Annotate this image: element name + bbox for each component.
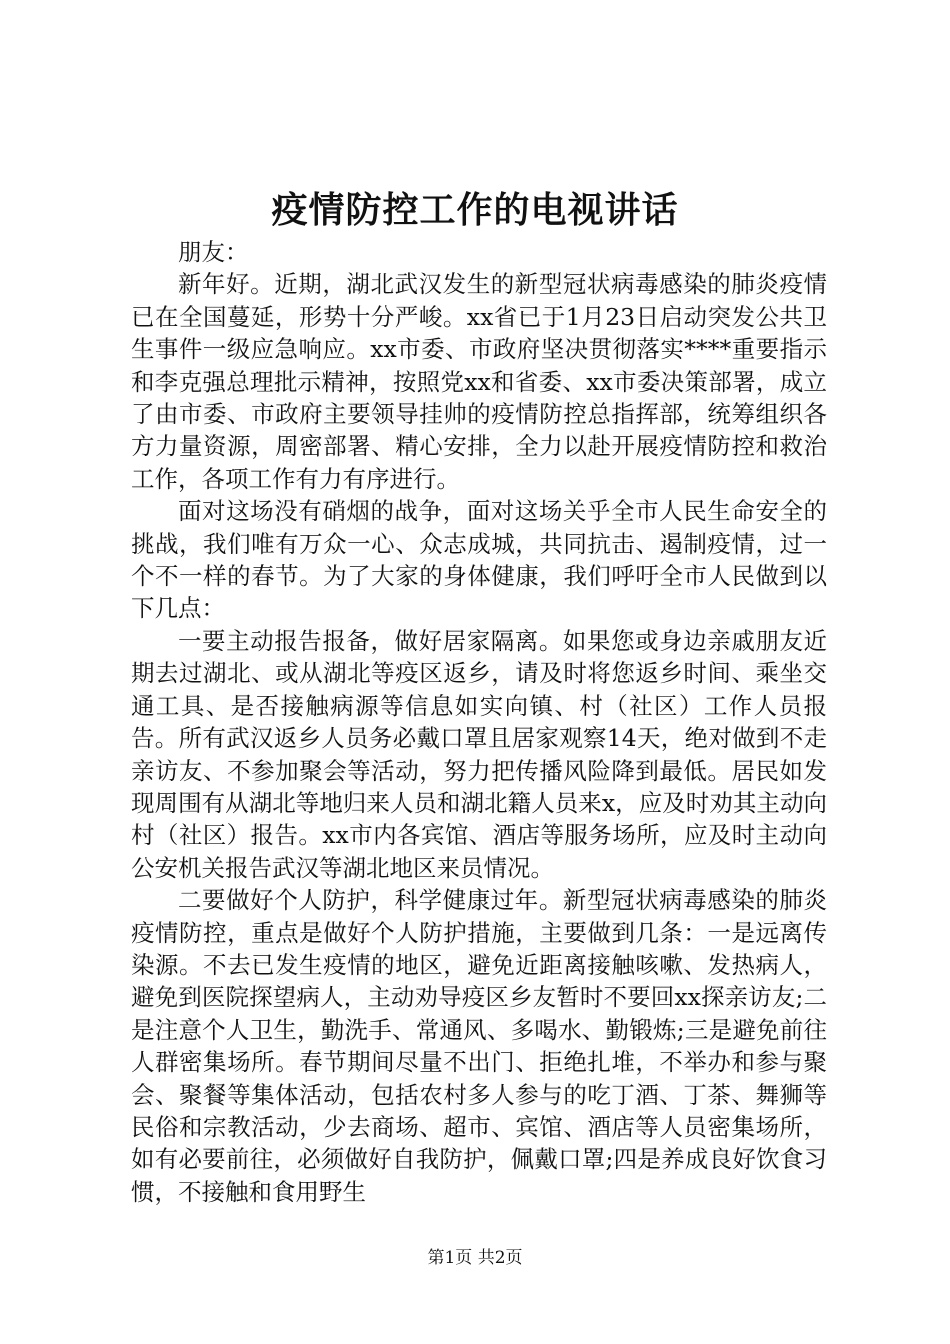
- paragraph-point-two: 二要做好个人防护，科学健康过年。新型冠状病毒感染的肺炎疫情防控，重点是做好个人防护措施，主要做到几条：一是远离传染源。不去已发生疫情的地区，避免近距离接触咳嗽、发热病人，避免到医院探望病人，主动劝导疫区乡友暂时不要回xx探亲访友;二是注意个人卫生，勤洗手、常通风、多喝水、勤锻炼;三是避免前往人群密集场所。春节期间尽量不出门、拒绝扎堆，不举办和参与聚会、聚餐等集体活动，包括农村多人参与的吃丁酒、丁茶、舞狮等民俗和宗教活动，少去商场、超市、宾馆、酒店等人员密集场所，如有必要前往，必须做好自我防护，佩戴口罩;四是养成良好饮食习惯，不接触和食用野生: [131, 886, 827, 1206]
- page-number-footer: 第1页 共2页: [427, 1248, 523, 1268]
- document-title: 疫情防控工作的电视讲话: [271, 189, 679, 231]
- paragraph-call-to-action: 面对这场没有硝烟的战争，面对这场关乎全市人民生命安全的挑战，我们唯有万众一心、众志成城，共同抗击、遏制疫情，过一个不一样的春节。为了大家的身体健康，我们呼吁全市人民做到以下几点：: [131, 497, 827, 623]
- paragraph-point-one: 一要主动报告报备，做好居家隔离。如果您或身边亲戚朋友近期去过湖北、或从湖北等疫区返乡，请及时将您返乡时间、乘坐交通工具、是否接触病源等信息如实向镇、村（社区）工作人员报告。所有武汉返乡人员务必戴口罩且居家观察14天，绝对做到不走亲访友、不参加聚会等活动，努力把传播风险降到最低。居民如发现周围有从湖北等地归来人员和湖北籍人员来x，应及时劝其主动向村（社区）报告。xx市内各宾馆、酒店等服务场所，应及时主动向公安机关报告武汉等湖北地区来员情况。: [131, 626, 827, 882]
- document-body: [131, 236, 827, 1208]
- salutation: 朋友：: [178, 238, 249, 266]
- paragraph-greeting: 新年好。近期，湖北武汉发生的新型冠状病毒感染的肺炎疫情已在全国蔓延，形势十分严峻。xx省已于1月23日启动突发公共卫生事件一级应急响应。xx市委、市政府坚决贯彻落实****重要指示和李克强总理批示精神，按照党xx和省委、xx市委决策部署，成立了由市委、市政府主要领导挂帅的疫情防控总指挥部，统筹组织各方力量资源，周密部署、精心安排，全力以赴开展疫情防控和救治工作，各项工作有力有序进行。: [131, 270, 827, 493]
